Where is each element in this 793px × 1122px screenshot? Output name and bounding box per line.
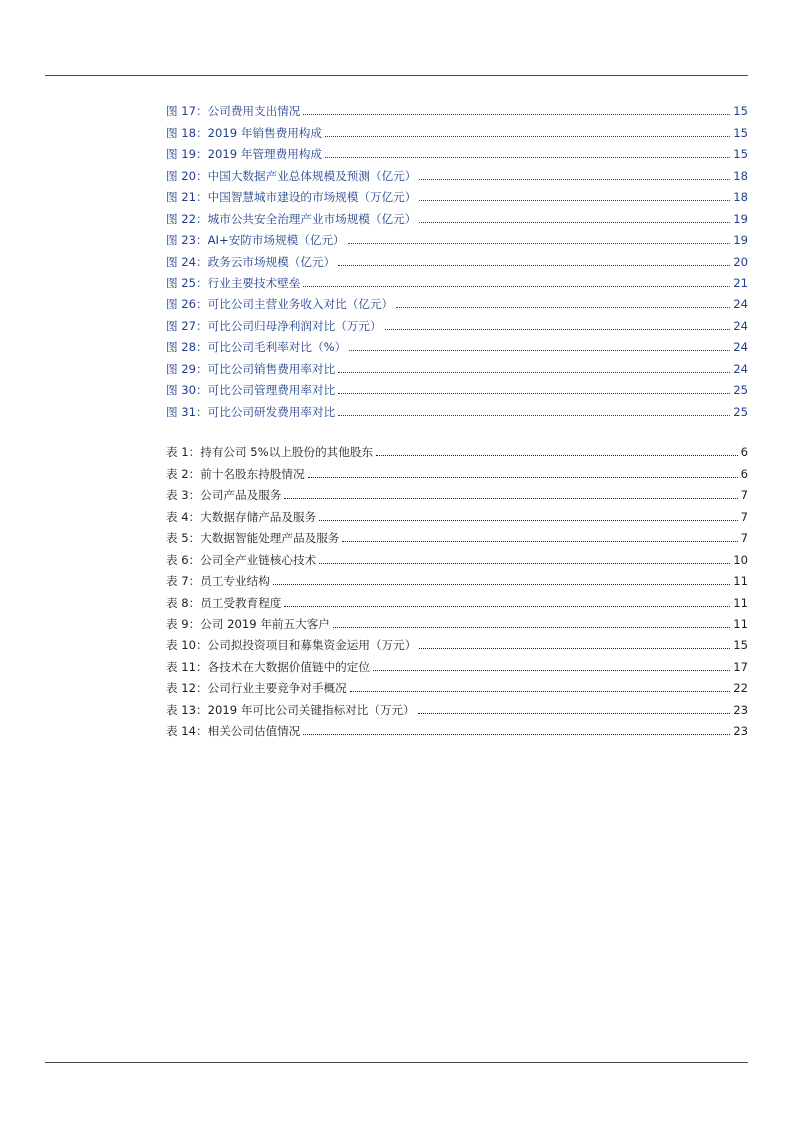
table-entry[interactable]: [166, 674, 748, 695]
dot-leader: [349, 350, 730, 351]
table-entry-label: 表 6：公司全产业链核心技术: [166, 552, 317, 567]
table-entry-label: 表 4：大数据存储产品及服务: [166, 509, 317, 524]
figure-entry-page-number: 19: [733, 233, 748, 248]
dot-leader: [308, 477, 738, 478]
table-entry-page-number: 11: [733, 616, 748, 631]
table-entry-label: 表 14：相关公司估值情况: [166, 724, 301, 739]
figure-entry[interactable]: [166, 311, 748, 332]
figure-entry[interactable]: [166, 269, 748, 290]
table-entry-label: 表 9：公司 2019 年前五大客户: [166, 616, 330, 631]
dot-leader: [325, 157, 730, 158]
figure-entry-label: 图 19：2019 年管理费用构成: [166, 147, 322, 162]
figure-entry-page-number: 15: [733, 104, 748, 119]
table-entry-page-number: 11: [733, 574, 748, 589]
table-entry[interactable]: [166, 524, 748, 545]
table-entry-label: 表 8：员工受教育程度: [166, 595, 282, 610]
figure-entry-label: 图 20：中国大数据产业总体规模及预测（亿元）: [166, 168, 417, 183]
figure-entry-label: 图 18：2019 年销售费用构成: [166, 125, 322, 140]
dot-leader: [338, 372, 730, 373]
figure-entry[interactable]: [166, 118, 748, 139]
figure-entry-page-number: 18: [733, 190, 748, 205]
figure-entry[interactable]: [166, 247, 748, 268]
table-entry-label: 表 5：大数据智能处理产品及服务: [166, 531, 340, 546]
figure-entry[interactable]: [166, 397, 748, 418]
dot-leader: [303, 286, 730, 287]
figure-entry-label: 图 17：公司费用支出情况: [166, 104, 301, 119]
table-entry-page-number: 22: [733, 681, 748, 696]
table-entry[interactable]: [166, 695, 748, 716]
figure-entry-label: 图 28：可比公司毛利率对比（%）: [166, 340, 347, 355]
figure-entry-page-number: 19: [733, 211, 748, 226]
dot-leader: [385, 329, 731, 330]
table-entry-page-number: 23: [733, 724, 748, 739]
table-entry-page-number: 15: [733, 638, 748, 653]
figure-entry-label: 图 31：可比公司研发费用率对比: [166, 404, 336, 419]
figure-entry[interactable]: [166, 97, 748, 118]
figure-entry-page-number: 25: [733, 404, 748, 419]
figure-entry-page-number: 25: [733, 383, 748, 398]
figure-entry-label: 图 27：可比公司归母净利润对比（万元）: [166, 318, 382, 333]
dot-leader: [319, 563, 730, 564]
dot-leader: [419, 222, 730, 223]
figure-entry[interactable]: [166, 290, 748, 311]
dot-leader: [348, 243, 731, 244]
table-entry[interactable]: [166, 438, 748, 459]
figure-entry-page-number: 24: [733, 361, 748, 376]
figure-entry[interactable]: [166, 204, 748, 225]
figure-entry-page-number: 24: [733, 318, 748, 333]
table-entry-page-number: 23: [733, 702, 748, 717]
figure-entry-page-number: 18: [733, 168, 748, 183]
dot-leader: [338, 415, 730, 416]
table-entry[interactable]: [166, 610, 748, 631]
figure-entry[interactable]: [166, 161, 748, 182]
table-entry[interactable]: [166, 652, 748, 673]
table-entry-label: 表 13：2019 年可比公司关键指标对比（万元）: [166, 702, 415, 717]
table-entry[interactable]: [166, 567, 748, 588]
figure-entry-page-number: 20: [733, 254, 748, 269]
table-entry-page-number: 17: [733, 659, 748, 674]
table-entry-label: 表 10：公司拟投资项目和募集资金运用（万元）: [166, 638, 417, 653]
table-entry-label: 表 7：员工专业结构: [166, 574, 270, 589]
table-entry[interactable]: [166, 459, 748, 480]
figure-entry-label: 图 21：中国智慧城市建设的市场规模（万亿元）: [166, 190, 417, 205]
table-entry[interactable]: [166, 545, 748, 566]
table-entry[interactable]: [166, 481, 748, 502]
dot-leader: [419, 200, 730, 201]
figure-entry-page-number: 21: [733, 275, 748, 290]
figure-entry[interactable]: [166, 140, 748, 161]
figure-entry-label: 图 30：可比公司管理费用率对比: [166, 383, 336, 398]
figure-entry-label: 图 22：城市公共安全治理产业市场规模（亿元）: [166, 211, 417, 226]
dot-leader: [342, 541, 737, 542]
dot-leader: [303, 734, 730, 735]
figure-entry[interactable]: [166, 226, 748, 247]
figure-entry[interactable]: [166, 354, 748, 375]
figure-entry-label: 图 24：政务云市场规模（亿元）: [166, 254, 336, 269]
figure-entry-page-number: 24: [733, 340, 748, 355]
table-entry-page-number: 6: [740, 445, 748, 460]
figure-entry[interactable]: [166, 333, 748, 354]
figure-entry-label: 图 25：行业主要技术壁垒: [166, 275, 301, 290]
footer-rule: [45, 1062, 748, 1063]
figure-index: [166, 97, 748, 419]
table-entry[interactable]: [166, 717, 748, 738]
table-entry-page-number: 7: [740, 488, 748, 503]
figure-entry-page-number: 15: [733, 125, 748, 140]
table-entry-page-number: 7: [740, 531, 748, 546]
dot-leader: [396, 307, 730, 308]
figure-entry-label: 图 29：可比公司销售费用率对比: [166, 361, 336, 376]
table-entry-page-number: 6: [740, 466, 748, 481]
table-entry-page-number: 11: [733, 595, 748, 610]
dot-leader: [338, 265, 730, 266]
table-entry[interactable]: [166, 588, 748, 609]
dot-leader: [373, 670, 730, 671]
figure-entry[interactable]: [166, 376, 748, 397]
dot-leader: [284, 606, 730, 607]
dot-leader: [419, 179, 730, 180]
table-index: [166, 438, 748, 738]
dot-leader: [419, 648, 730, 649]
table-entry[interactable]: [166, 502, 748, 523]
figure-entry-label: 图 23：AI+安防市场规模（亿元）: [166, 233, 345, 248]
dot-leader: [319, 520, 737, 521]
table-entry-label: 表 11：各技术在大数据价值链中的定位: [166, 659, 370, 674]
dot-leader: [303, 114, 730, 115]
table-entry-label: 表 2：前十名股东持股情况: [166, 466, 305, 481]
figure-entry[interactable]: [166, 183, 748, 204]
dot-leader: [418, 713, 731, 714]
table-entry-label: 表 3：公司产品及服务: [166, 488, 282, 503]
header-rule: [45, 75, 748, 76]
dot-leader: [284, 498, 737, 499]
dot-leader: [273, 584, 730, 585]
table-entry-page-number: 7: [740, 509, 748, 524]
table-entry-label: 表 12：公司行业主要竞争对手概况: [166, 681, 347, 696]
figure-entry-page-number: 24: [733, 297, 748, 312]
dot-leader: [325, 136, 730, 137]
figure-entry-label: 图 26：可比公司主营业务收入对比（亿元）: [166, 297, 394, 312]
table-entry-page-number: 10: [733, 552, 748, 567]
table-entry[interactable]: [166, 631, 748, 652]
dot-leader: [338, 393, 730, 394]
dot-leader: [350, 691, 730, 692]
dot-leader: [376, 455, 738, 456]
table-entry-label: 表 1：持有公司 5%以上股份的其他股东: [166, 445, 374, 460]
dot-leader: [333, 627, 730, 628]
figure-entry-page-number: 15: [733, 147, 748, 162]
